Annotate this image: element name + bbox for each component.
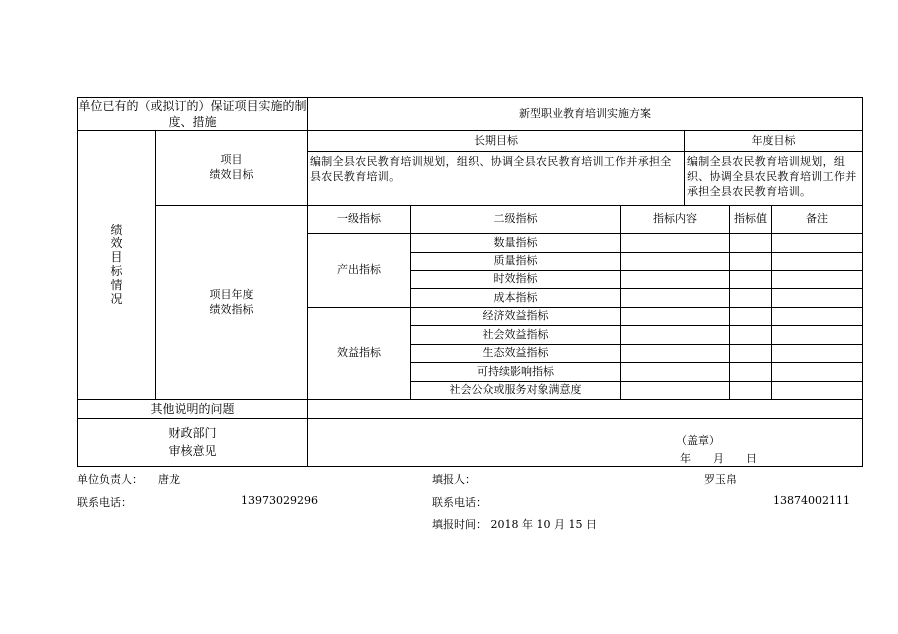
phone-right: 13874002111 <box>773 494 850 507</box>
remark-header: 备注 <box>806 212 828 226</box>
system-measures-value: 新型职业教育培训实施方案 <box>519 106 651 120</box>
unit-head-label: 单位负责人： <box>77 473 143 486</box>
output-row: 时效指标 <box>493 272 538 286</box>
review-date-line: 年 月 日 <box>680 452 757 465</box>
annual-goal-header: 年度目标 <box>751 133 796 147</box>
system-measures-label: 单位已有的（或拟订的）保证项目实施的制度、措施 <box>78 98 307 129</box>
benefit-row: 生态效益指标 <box>482 346 549 360</box>
benefit-indicator-label: 效益指标 <box>337 346 381 360</box>
filler-label: 填报人： <box>432 473 476 486</box>
content-header: 指标内容 <box>653 212 697 226</box>
filler-name: 罗玉帛 <box>704 473 737 486</box>
other-notes-label: 其他说明的问题 <box>150 401 235 416</box>
benefit-row: 经济效益指标 <box>482 309 549 323</box>
long-term-goal-header: 长期目标 <box>474 133 518 147</box>
project-goal-label: 项目 绩效目标 <box>209 153 254 181</box>
finance-review-label: 财政部门 审核意见 <box>168 426 217 458</box>
unit-head-name: 唐龙 <box>158 473 180 486</box>
level2-header: 二级指标 <box>493 212 538 226</box>
phone-label-left: 联系电话： <box>77 496 132 509</box>
output-row: 数量指标 <box>493 235 538 249</box>
output-row: 质量指标 <box>493 254 538 268</box>
benefit-row: 社会公众或服务对象满意度 <box>449 383 582 397</box>
level1-header: 一级指标 <box>337 212 381 226</box>
long-term-goal-text: 编制全县农民教育培训规划，组织、协调全县农民教育培训工作并承担全县农民教育培训。 <box>310 155 672 183</box>
value-header: 指标值 <box>734 212 767 226</box>
fill-time: 填报时间： 2018 年 10 月 15 日 <box>432 518 597 531</box>
stamp-text: （盖章） <box>676 434 720 447</box>
perf-section-label: 绩效目标情况 <box>110 222 123 306</box>
phone-left: 13973029296 <box>241 494 318 507</box>
output-row: 成本指标 <box>493 290 538 304</box>
benefit-row: 可持续影响指标 <box>477 364 554 378</box>
annual-goal-text: 编制全县农民教育培训规划，组织、协调全县农民教育培训工作并承担全县农民教育培训。 <box>687 155 857 198</box>
benefit-row: 社会效益指标 <box>482 327 549 341</box>
phone-label-right: 联系电话： <box>432 496 487 509</box>
output-indicator-label: 产出指标 <box>337 263 381 277</box>
annual-indicator-label: 项目年度 绩效指标 <box>209 287 254 316</box>
